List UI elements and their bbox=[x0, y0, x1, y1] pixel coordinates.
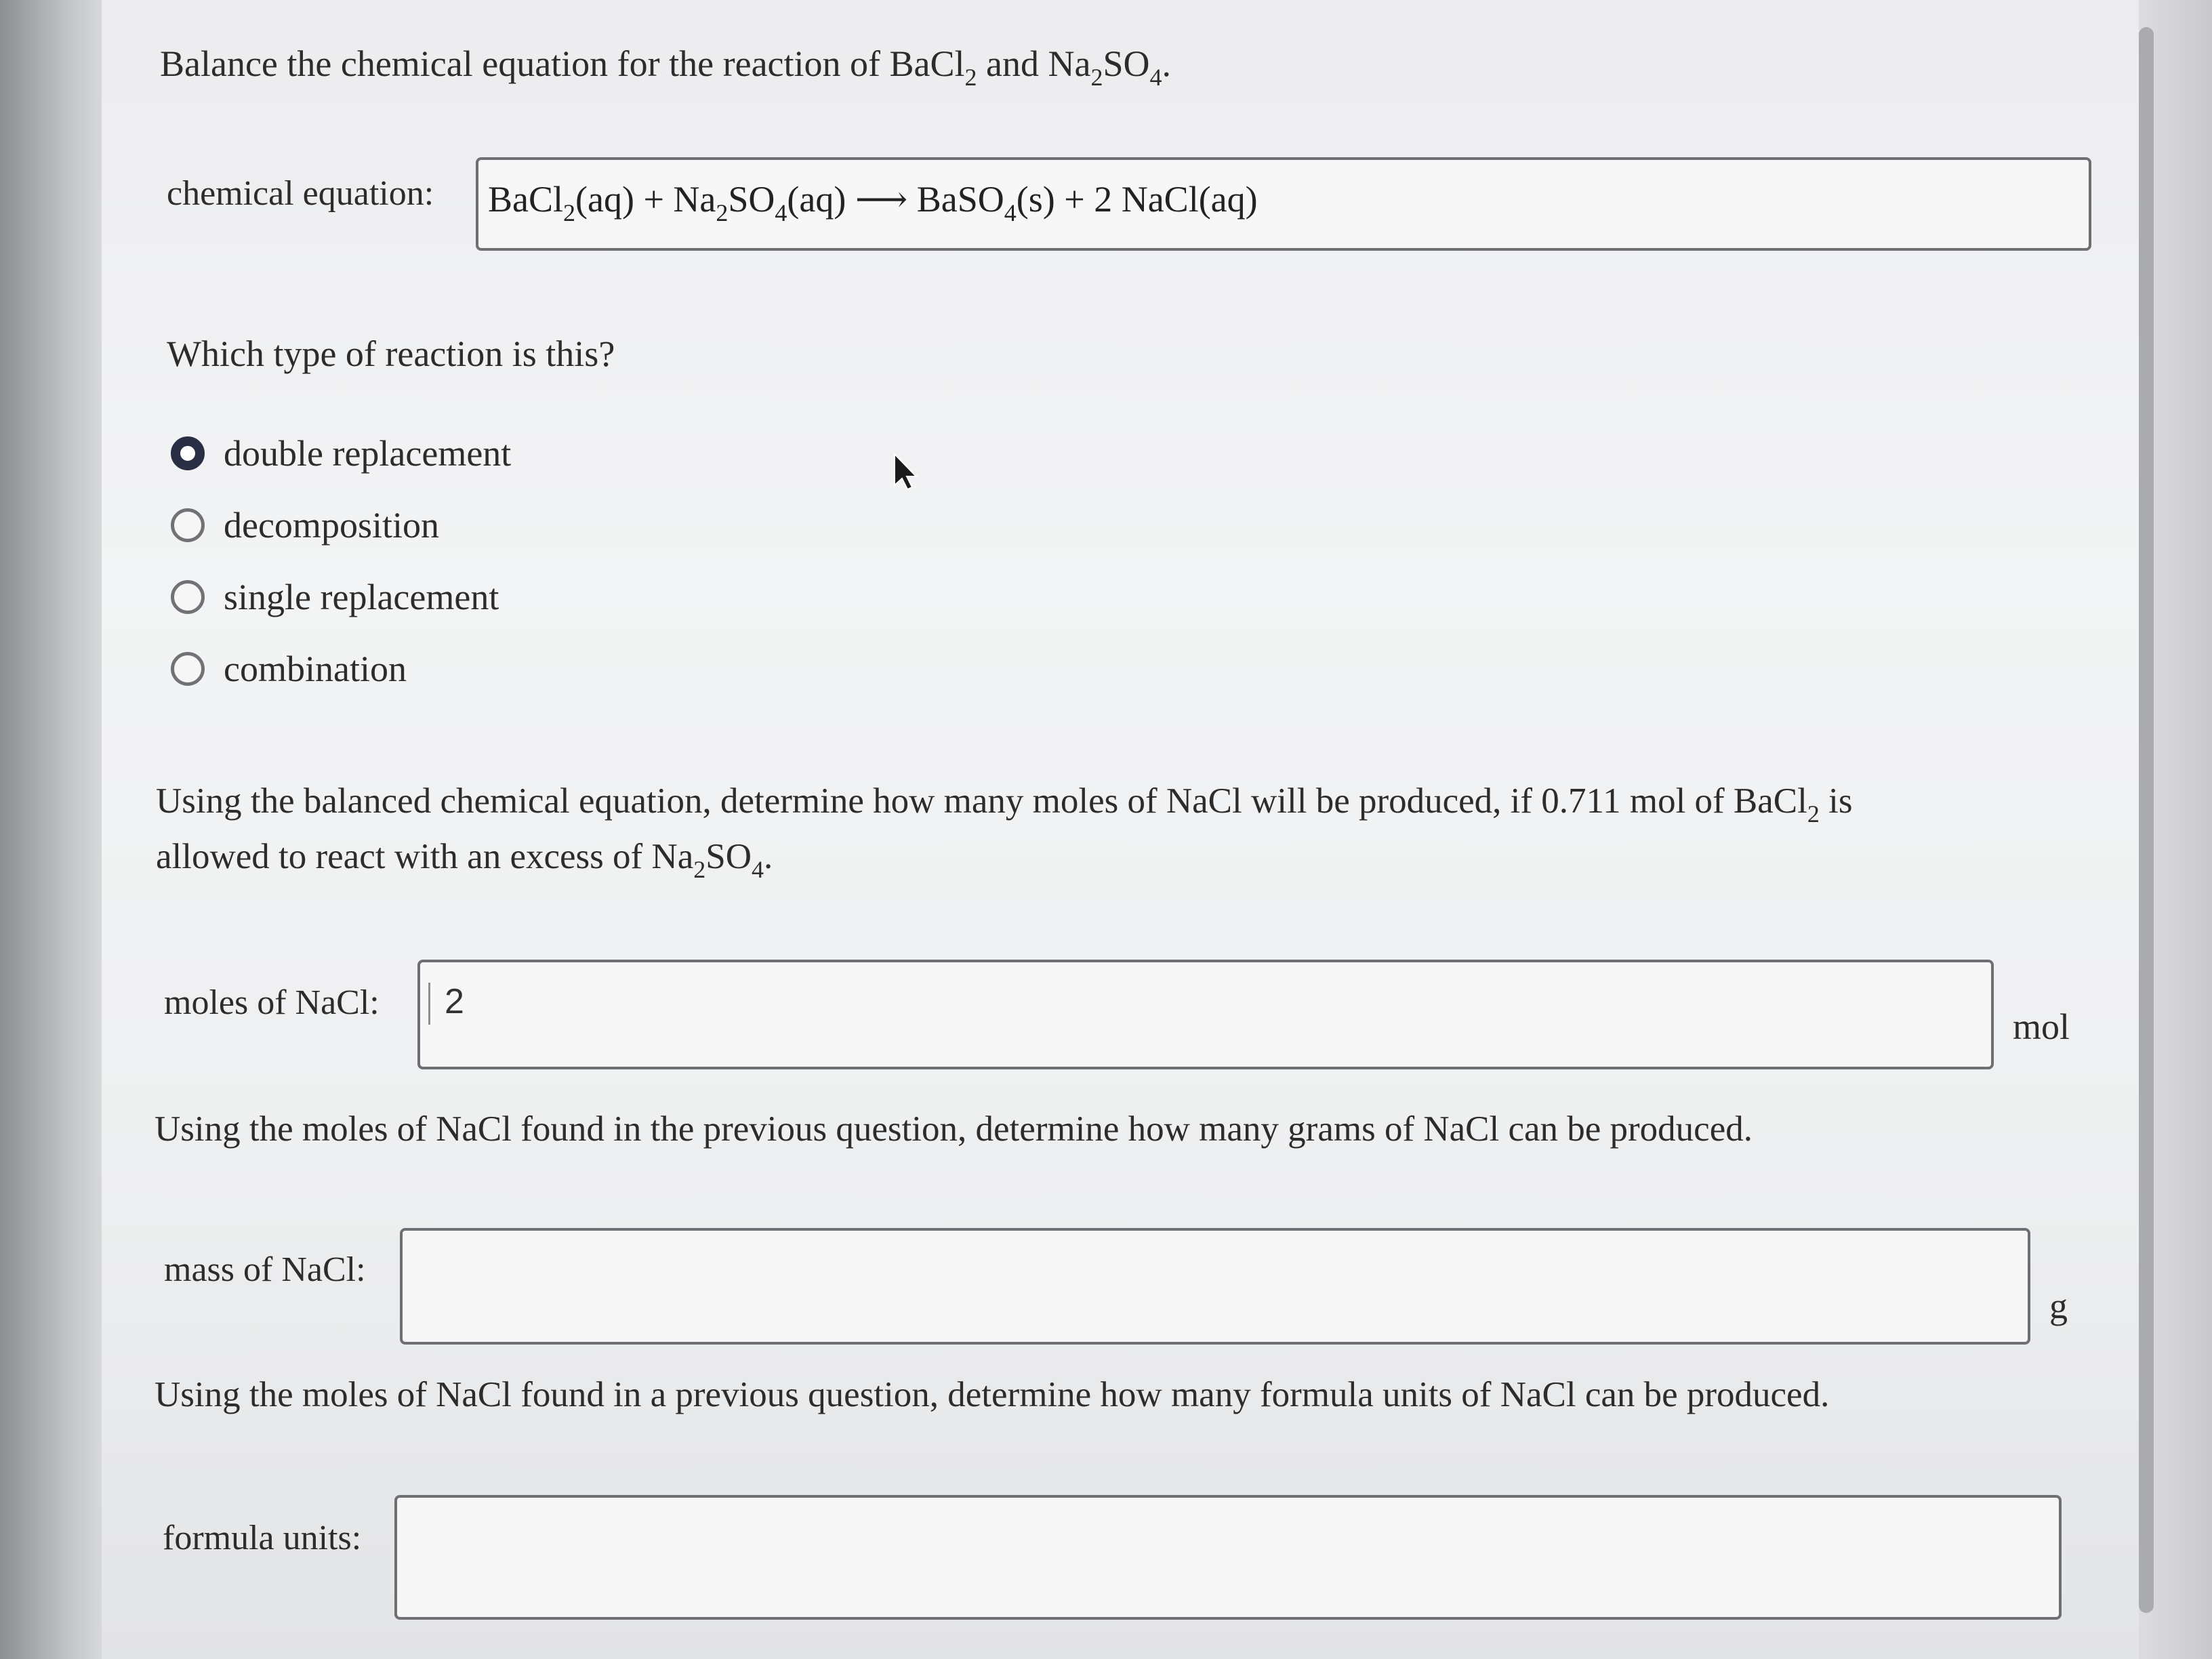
mass-nacl-input[interactable] bbox=[400, 1228, 2030, 1345]
radio-icon[interactable] bbox=[171, 508, 205, 542]
gram-unit-label: g bbox=[2049, 1286, 2068, 1326]
screen-bezel-left bbox=[0, 0, 102, 1659]
chemical-equation-label: chemical equation: bbox=[167, 174, 434, 213]
mouse-cursor-icon bbox=[893, 453, 918, 491]
formula-units-question: Using the moles of NaCl found in a previous question, determine how many formula units of NaCl can be produced. bbox=[155, 1375, 1830, 1414]
mol-unit-label: mol bbox=[2013, 1006, 2070, 1047]
chemical-equation-value: BaCl$_2$(aq) + $Na_2SO_4(aq)$ ⟶ BaSO$_4$(s) + 2 NaCl(aq) bbox=[488, 179, 1258, 226]
radio-icon[interactable] bbox=[171, 652, 205, 686]
formula-units-label: formula units: bbox=[163, 1519, 362, 1557]
input-divider bbox=[428, 983, 430, 1025]
option-decomposition[interactable]: decomposition bbox=[171, 501, 439, 549]
radio-selected-icon[interactable] bbox=[171, 436, 205, 470]
chemical-equation-field[interactable] bbox=[476, 157, 2091, 251]
moles-question-line1: Using the balanced chemical equation, determine how many moles of NaCl will be produced, if 0.711 mol of BaCl$_2$ is bbox=[156, 781, 1853, 827]
moles-question-line2: allowed to react with an excess of $Na_2SO_4$. bbox=[156, 837, 773, 883]
option-double-replacement[interactable]: double replacement bbox=[171, 430, 511, 477]
moles-nacl-value[interactable]: 2 bbox=[445, 982, 464, 1021]
mass-nacl-label: mass of NaCl: bbox=[164, 1250, 366, 1289]
scrollbar[interactable] bbox=[2139, 27, 2154, 1613]
option-single-replacement[interactable]: single replacement bbox=[171, 573, 499, 621]
radio-icon[interactable] bbox=[171, 580, 205, 614]
balance-question: Balance the chemical equation for the reaction of BaCl$_2$ and $Na_2SO_4$. bbox=[160, 43, 1171, 91]
moles-nacl-input[interactable] bbox=[417, 960, 1994, 1069]
option-combination[interactable]: combination bbox=[171, 645, 407, 693]
grams-question: Using the moles of NaCl found in the previous question, determine how many grams of NaCl can be produced. bbox=[155, 1109, 1753, 1149]
reaction-type-question: Which type of reaction is this? bbox=[167, 333, 615, 374]
formula-units-input[interactable] bbox=[394, 1495, 2062, 1620]
moles-nacl-label: moles of NaCl: bbox=[164, 983, 380, 1022]
